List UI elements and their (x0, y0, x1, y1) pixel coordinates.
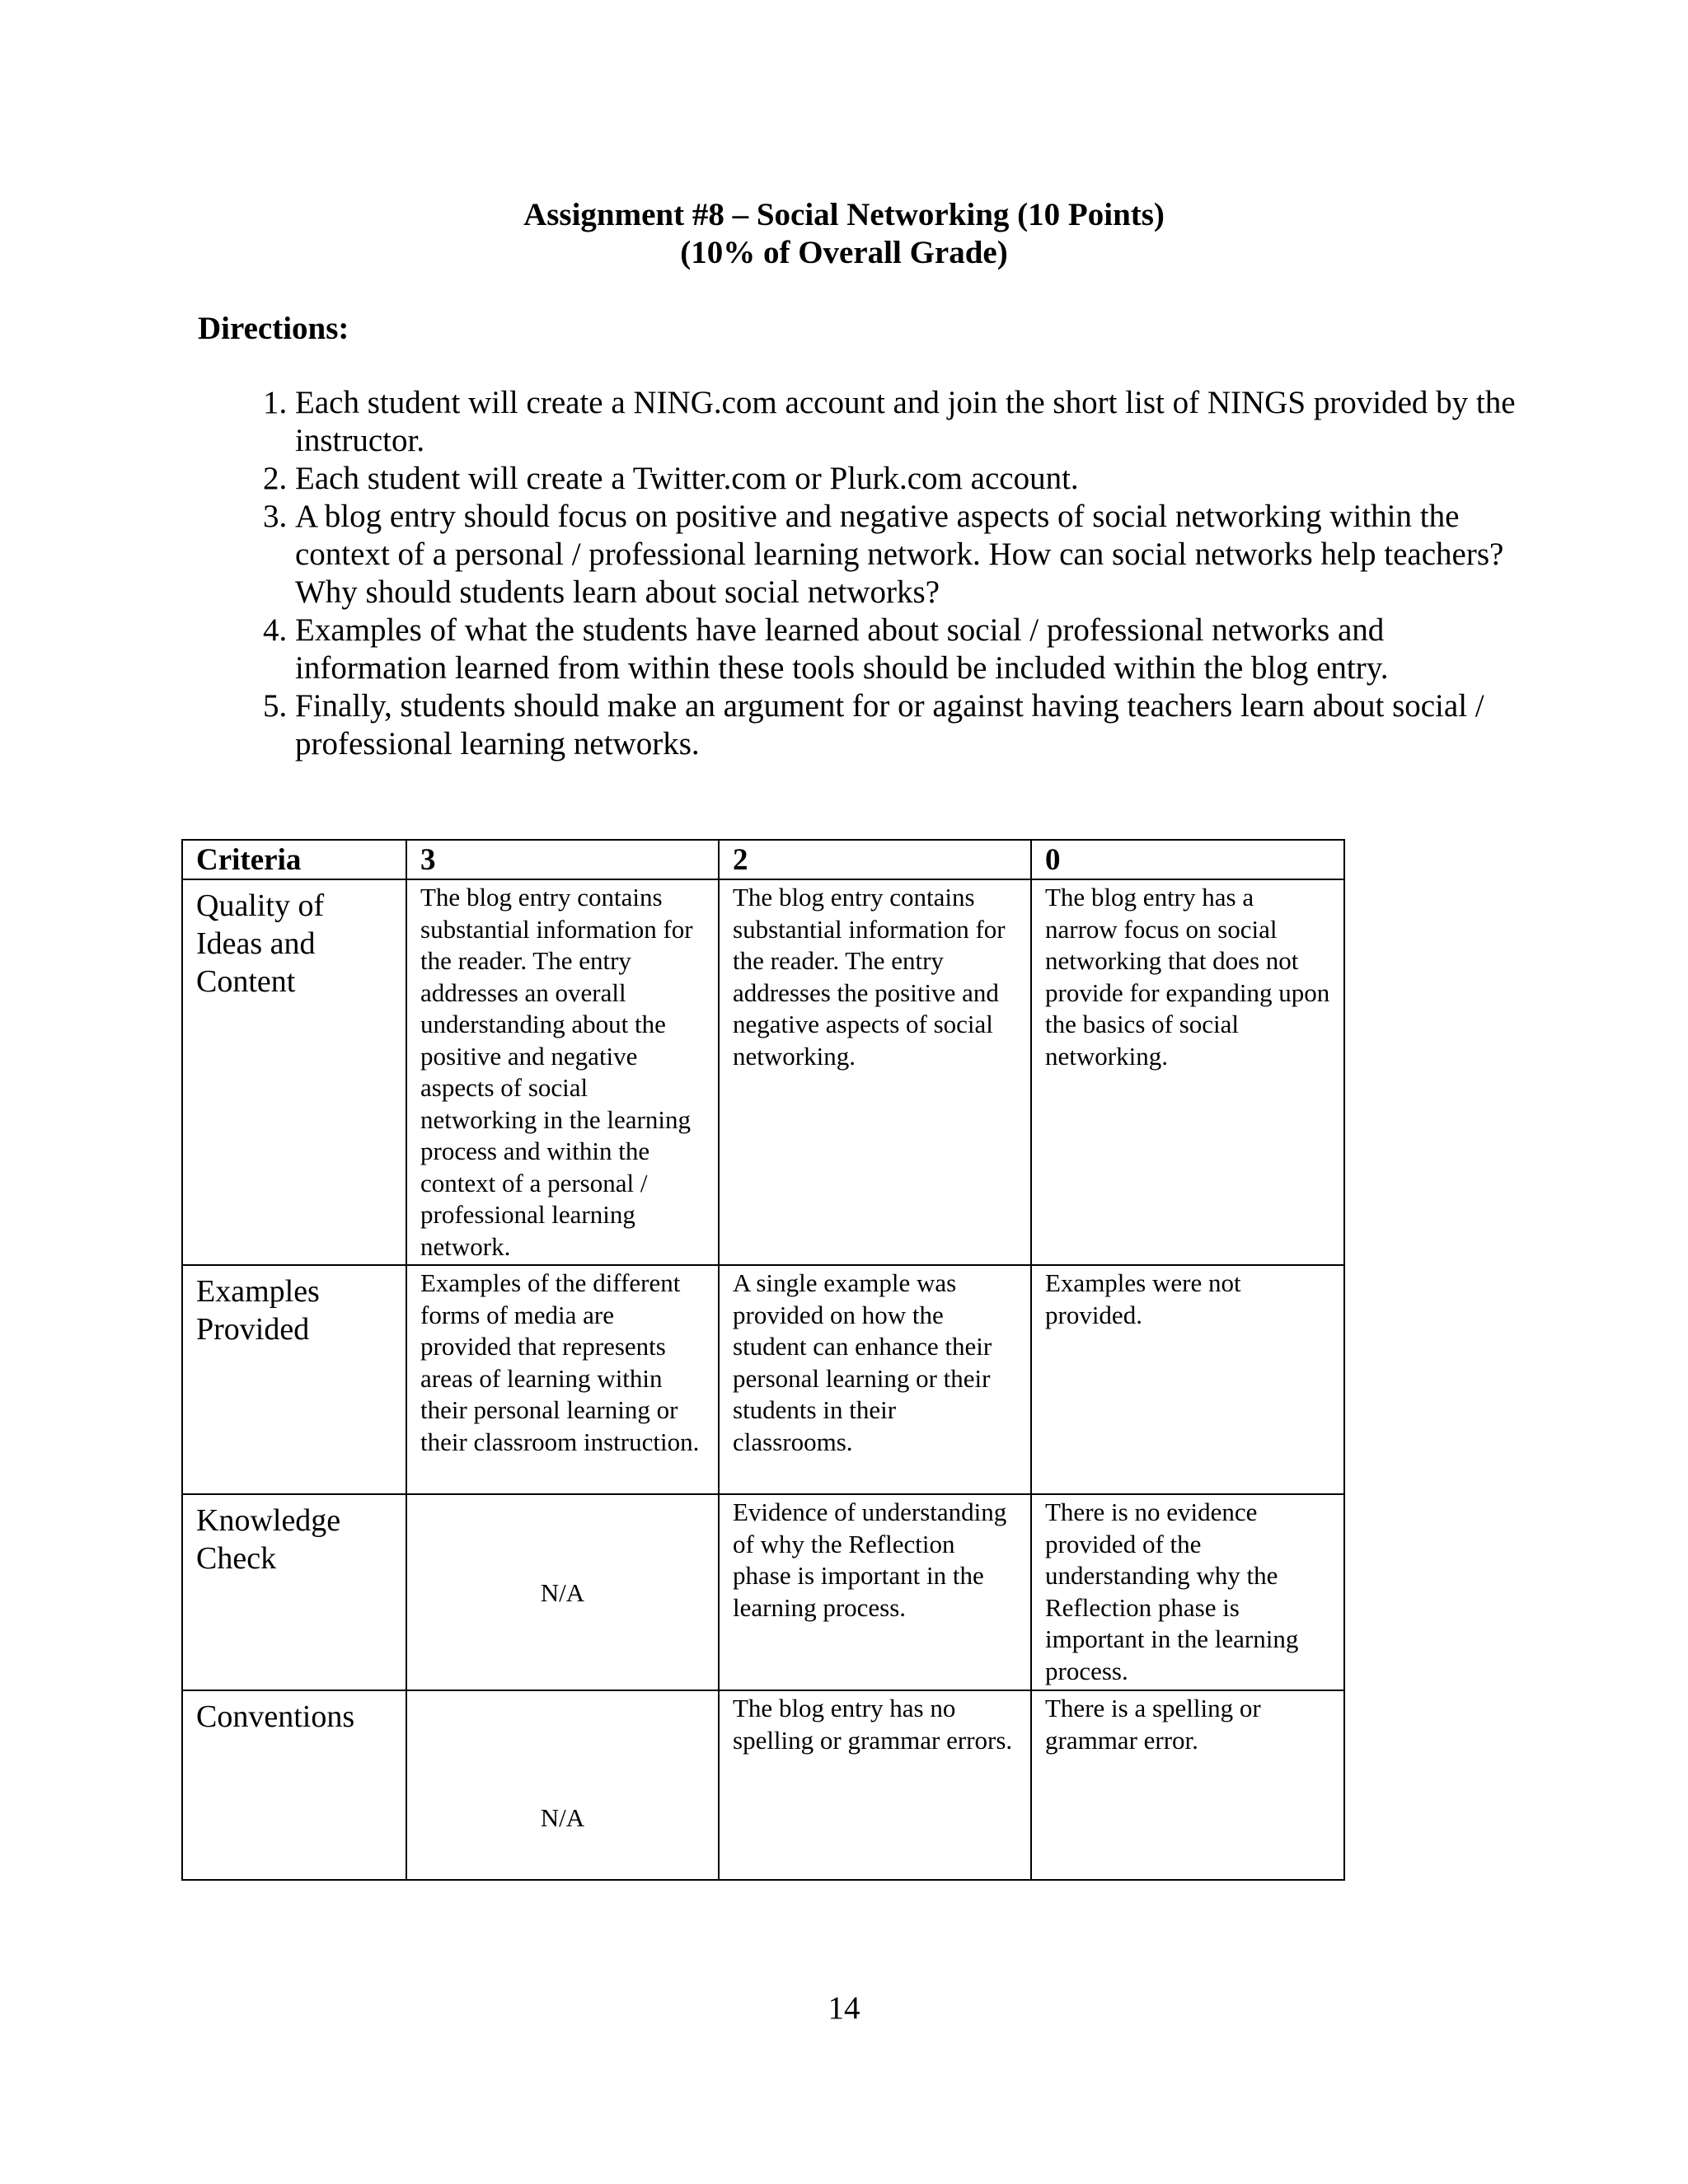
criteria-cell: Examples Provided (182, 1265, 406, 1494)
score-2-cell: Evidence of understanding of why the Reflection phase is important in the learning process. (719, 1494, 1031, 1690)
directions-list (244, 384, 1531, 763)
score-0-cell: There is no evidence provided of the understanding why the Reflection phase is important in the learning process. (1031, 1494, 1344, 1690)
assignment-subtitle: (10% of Overall Grade) (680, 235, 1008, 270)
header-score-3: 3 (406, 840, 719, 879)
rubric-header-row (182, 840, 1344, 879)
score-3-cell: N/A (406, 1690, 719, 1880)
criteria-cell: Quality of Ideas and Content (182, 879, 406, 1265)
rubric-row (182, 1690, 1344, 1880)
score-2-cell: The blog entry contains substantial information for the reader. The entry addresses the positive and negative aspects of social networking. (719, 879, 1031, 1265)
score-2-cell: A single example was provided on how the student can enhance their personal learning or their students in their classrooms. (719, 1265, 1031, 1494)
score-3-cell: N/A (406, 1494, 719, 1690)
score-3-cell: The blog entry contains substantial information for the reader. The entry addresses an overall understanding about the positive and negative aspects of social networking in the learning process and within the context of a personal / professional learning network. (406, 879, 719, 1265)
header-score-2: 2 (719, 840, 1031, 879)
directions-item: 4. Examples of what the students have learned about social / professional networks and information learned from within these tools should be included within the blog entry. (295, 612, 1531, 687)
score-0-cell: There is a spelling or grammar error. (1031, 1690, 1344, 1880)
assignment-title: Assignment #8 – Social Networking (10 Points) (523, 197, 1165, 232)
rubric-row (182, 1265, 1344, 1494)
criteria-cell: Conventions (182, 1690, 406, 1880)
score-2-cell: The blog entry has no spelling or grammar errors. (719, 1690, 1031, 1880)
rubric-table (181, 839, 1345, 1881)
directions-item: 3. A blog entry should focus on positive and negative aspects of social networking within the context of a personal / professional learning network. How can social networks help teachers? Why should students learn about social networks? (295, 498, 1531, 612)
page-number: 14 (828, 1990, 860, 2026)
score-3-cell: Examples of the different forms of media are provided that represents areas of learning within their personal learning or their classroom instruction. (406, 1265, 719, 1494)
directions-item: 5. Finally, students should make an argument for or against having teachers learn about social / professional learning networks. (295, 687, 1531, 763)
rubric-row (182, 1494, 1344, 1690)
directions-item: 1. Each student will create a NING.com account and join the short list of NINGS provided by the instructor. (295, 384, 1531, 460)
score-0-cell: Examples were not provided. (1031, 1265, 1344, 1494)
directions-heading: Directions: (198, 311, 349, 346)
criteria-cell: Knowledge Check (182, 1494, 406, 1690)
rubric-row (182, 879, 1344, 1265)
directions-item: 2. Each student will create a Twitter.com or Plurk.com account. (295, 460, 1531, 498)
header-criteria: Criteria (182, 840, 406, 879)
header-score-0: 0 (1031, 840, 1344, 879)
score-0-cell: The blog entry has a narrow focus on social networking that does not provide for expanding upon the basics of social networking. (1031, 879, 1344, 1265)
